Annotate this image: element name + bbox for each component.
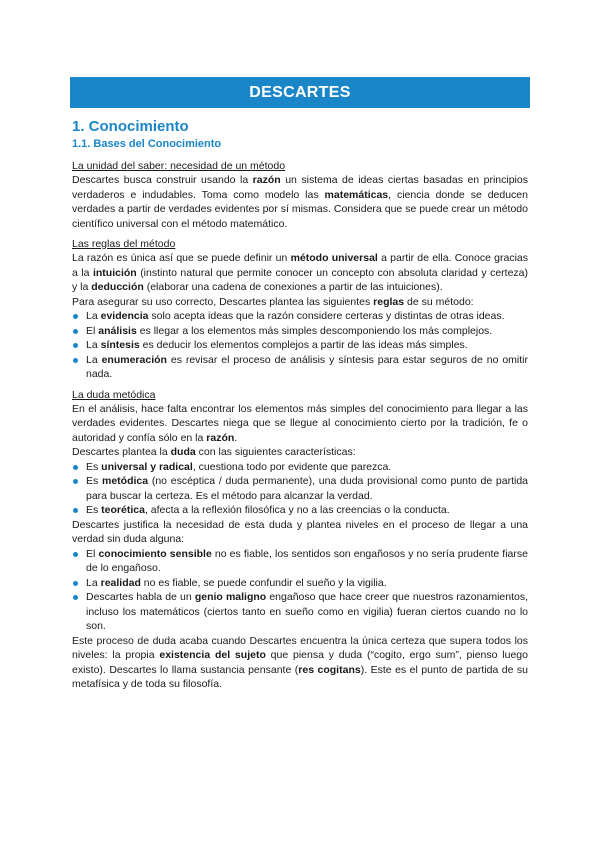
bold-run: síntesis bbox=[100, 339, 140, 351]
bold-run: enumeración bbox=[101, 353, 167, 366]
list-item bbox=[72, 324, 528, 339]
bold-run: análisis bbox=[98, 324, 137, 337]
text-run: de su método: bbox=[404, 295, 474, 308]
bold-run: razón bbox=[252, 174, 281, 186]
text-run: solo acepta ideas que la razón considere certeras y distintas de otras ideas. bbox=[148, 310, 505, 322]
paragraph bbox=[72, 295, 528, 310]
doubt-levels-list bbox=[72, 547, 528, 634]
section-title: Las reglas del método bbox=[72, 238, 176, 250]
bold-run: intuición bbox=[92, 266, 137, 279]
text-run: El bbox=[86, 324, 99, 337]
text-run: El bbox=[86, 547, 99, 560]
bullet-icon bbox=[73, 329, 78, 334]
text-run: La razón es única así que se puede definir un bbox=[72, 252, 291, 264]
text-run: (no escéptica / duda permanente), una duda provisional como punto de partida para buscar la certeza. Es el método para alcanzar la verdad. bbox=[86, 475, 529, 502]
text-run: La bbox=[86, 310, 101, 322]
bold-run: metódica bbox=[102, 475, 149, 487]
list-item-text bbox=[86, 591, 528, 632]
list-item bbox=[72, 309, 528, 324]
list-item-text bbox=[86, 310, 505, 322]
text-run: Descartes busca construir usando la bbox=[72, 174, 253, 186]
heading-2: 1.1. Bases del Conocimiento bbox=[72, 138, 222, 150]
text-run: que piensa y duda (“cogito, ergo sum”, pienso luego existo). Descartes lo llama sustancia pensante ( bbox=[72, 649, 528, 676]
text-run: Descartes habla de un bbox=[86, 591, 195, 603]
bullet-icon bbox=[73, 508, 78, 513]
paragraph bbox=[72, 402, 528, 446]
bold-run: duda bbox=[170, 446, 196, 458]
list-item-text bbox=[86, 325, 492, 337]
text-run: es llegar a los elementos más simples descomponiendo los más complejos. bbox=[136, 324, 493, 337]
list-item bbox=[72, 590, 528, 634]
bullet-icon bbox=[73, 479, 78, 484]
paragraph bbox=[72, 518, 528, 547]
bullet-icon bbox=[73, 552, 78, 557]
text-run: Es bbox=[86, 460, 102, 473]
bullet-icon bbox=[73, 595, 78, 600]
bold-run: matemáticas bbox=[324, 188, 389, 201]
text-run: un sistema de ideas ciertas basadas en principios verdaderos e indudables. Toma como modelo las bbox=[72, 174, 528, 201]
text-run: Descartes justifica la necesidad de esta duda y plantea niveles en el proceso de llegar a una verdad sin duda alguna: bbox=[72, 518, 528, 545]
text-run: (elaborar una cadena de conexiones a partir de las intuiciones). bbox=[143, 281, 443, 293]
paragraph bbox=[72, 173, 528, 231]
list-item-text bbox=[86, 339, 468, 351]
list-item-text bbox=[86, 354, 528, 381]
section-title: La unidad del saber: necesidad de un método bbox=[72, 160, 286, 172]
bullet-icon bbox=[73, 358, 78, 363]
bullet-icon bbox=[73, 343, 78, 348]
list-item-text bbox=[86, 548, 528, 575]
paragraph bbox=[72, 251, 528, 295]
text-run: Descartes plantea la bbox=[72, 446, 171, 458]
bold-run: evidencia bbox=[100, 310, 149, 322]
bold-run: deducción bbox=[91, 281, 144, 293]
text-run: La bbox=[86, 339, 101, 351]
list-item bbox=[72, 474, 528, 503]
text-run: , cuestiona todo por evidente que parezca. bbox=[192, 460, 392, 473]
bold-run: res cogitans bbox=[298, 663, 361, 676]
text-run: ). Este es el punto de partida de su metafísica y de toda su filosofía. bbox=[72, 663, 529, 690]
document-body bbox=[72, 118, 528, 692]
text-run: Es bbox=[86, 504, 102, 516]
doubt-characteristics-list bbox=[72, 460, 528, 518]
text-run: Para asegurar su uso correcto, Descartes plantea las siguientes bbox=[72, 295, 374, 308]
bold-run: universal y radical bbox=[101, 460, 193, 473]
text-run: Es bbox=[86, 475, 102, 487]
text-run: no es fiable, se puede confundir el sueño y la vigilia. bbox=[140, 576, 387, 589]
text-run: es revisar el proceso de análisis y síntesis para estar seguros de no omitir nada. bbox=[86, 353, 528, 380]
list-item-text bbox=[86, 504, 450, 516]
page-title: DESCARTES bbox=[249, 83, 351, 101]
bullet-icon bbox=[73, 314, 78, 319]
paragraph bbox=[72, 634, 528, 692]
list-item bbox=[72, 460, 528, 475]
list-item bbox=[72, 576, 528, 591]
bold-run: realidad bbox=[100, 576, 141, 589]
text-run: con las siguientes características: bbox=[195, 446, 356, 458]
heading-1: 1. Conocimiento bbox=[72, 118, 189, 135]
text-run: es deducir los elementos complejos a partir de las ideas más simples. bbox=[139, 339, 468, 351]
title-banner bbox=[70, 77, 530, 108]
list-item bbox=[72, 503, 528, 518]
section-duda-metodica bbox=[72, 388, 528, 692]
bold-run: conocimiento sensible bbox=[98, 547, 212, 560]
bullet-icon bbox=[73, 465, 78, 470]
paragraph bbox=[72, 445, 528, 460]
list-item bbox=[72, 338, 528, 353]
text-run: La bbox=[86, 353, 102, 366]
bold-run: reglas bbox=[373, 295, 405, 308]
bold-run: teorética bbox=[101, 504, 145, 516]
list-item-text bbox=[86, 461, 391, 473]
section-unidad-del-saber bbox=[72, 159, 528, 231]
text-run: a partir de ella. Conoce gracias a la bbox=[72, 252, 528, 279]
text-run: En el análisis, hace falta encontrar los elementos más simples del conocimiento para llegar a las verdades evidentes. Descartes niega que se llegue al conocimiento cierto por la tradición, fe o autoridad y confía sólo en la bbox=[72, 402, 528, 444]
text-run: , afecta a la reflexión filosófica y no a las creencias o la conducta. bbox=[144, 504, 450, 516]
rules-list bbox=[72, 309, 528, 382]
text-run: La bbox=[86, 576, 101, 589]
text-run: , ciencia donde se deducen verdades a partir de verdades evidentes por sí mismas. Considera que se puede crear un método científico universal con el método matemático. bbox=[72, 188, 528, 230]
bold-run: razón bbox=[206, 431, 235, 444]
list-item bbox=[72, 353, 528, 382]
text-run: Este proceso de duda acaba cuando Descartes encuentra la única certeza que supera todos los niveles: la propia bbox=[72, 634, 528, 661]
list-item-text bbox=[86, 475, 528, 502]
text-run: no es fiable, los sentidos son engañosos y no sería prudente fiarse de lo engañoso. bbox=[86, 547, 528, 574]
bold-run: método universal bbox=[290, 252, 378, 264]
bold-run: existencia del sujeto bbox=[159, 649, 266, 661]
bullet-icon bbox=[73, 581, 78, 586]
text-run: (instinto natural que permite conocer un concepto con absoluta claridad y certeza) y la bbox=[72, 266, 528, 293]
list-item-text bbox=[86, 577, 387, 589]
bold-run: genio maligno bbox=[194, 591, 267, 603]
text-run: engañoso que hace creer que nuestros razonamientos, incluso los matemáticos (ciertos tanto en sueño como en vigilia) fueran ciertos cuando no lo son. bbox=[86, 591, 529, 632]
section-title: La duda metódica bbox=[72, 388, 156, 401]
list-item bbox=[72, 547, 528, 576]
text-run: . bbox=[234, 431, 238, 444]
section-reglas-del-metodo bbox=[72, 237, 528, 382]
